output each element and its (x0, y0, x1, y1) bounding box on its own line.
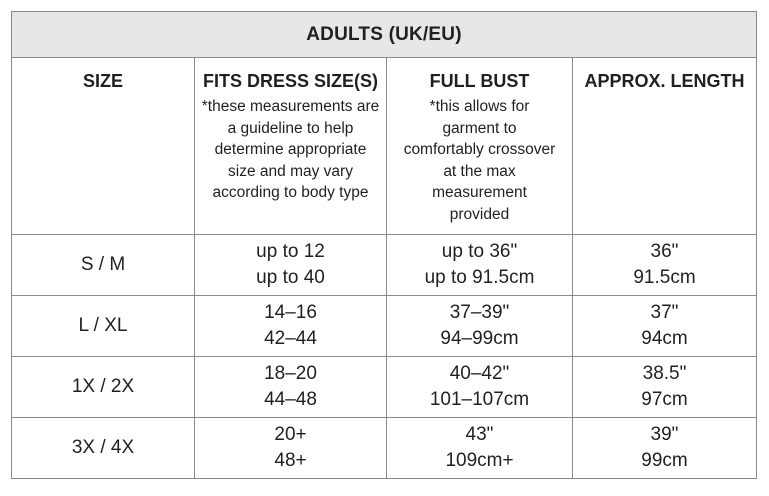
dress-size-eu: 42–44 (264, 328, 317, 349)
header-dress-size-title: FITS DRESS SIZE(S) (202, 71, 379, 91)
header-full-bust-note: *this allows for garment to comfortably crossover at the max measurement provided (403, 98, 556, 223)
length-cm: 97cm (641, 389, 688, 410)
full-bust-cell (387, 296, 573, 357)
length-cell (573, 296, 757, 357)
table-row (12, 235, 757, 296)
full-bust-cm: 109cm+ (445, 450, 514, 471)
full-bust-cell (387, 357, 573, 418)
header-length-title: APPROX. LENGTH (584, 71, 745, 91)
dress-size-cell (195, 235, 387, 296)
size-cell: L / XL (12, 296, 195, 357)
size-cell: 3X / 4X (12, 418, 195, 479)
table-title: ADULTS (UK/EU) (12, 12, 757, 58)
length-cell (573, 357, 757, 418)
table-row (12, 418, 757, 479)
full-bust-inches: 40–42" (449, 363, 510, 384)
header-length (573, 58, 757, 235)
dress-size-eu: 48+ (274, 450, 307, 471)
full-bust-cell (387, 418, 573, 479)
dress-size-uk: 20+ (274, 424, 307, 445)
full-bust-cm: 101–107cm (429, 389, 530, 410)
length-cell (573, 235, 757, 296)
header-full-bust (387, 58, 573, 235)
size-chart-table (11, 11, 757, 479)
dress-size-uk: 14–16 (264, 302, 317, 323)
length-inches: 36" (650, 241, 679, 262)
size-cell: S / M (12, 235, 195, 296)
dress-size-uk: 18–20 (264, 363, 317, 384)
header-full-bust-title: FULL BUST (429, 71, 530, 91)
table-row (12, 357, 757, 418)
full-bust-cm: up to 91.5cm (424, 267, 535, 288)
dress-size-cell (195, 296, 387, 357)
table-row (12, 296, 757, 357)
full-bust-inches: up to 36" (441, 241, 518, 262)
dress-size-cell (195, 418, 387, 479)
length-cm: 94cm (641, 328, 688, 349)
length-cm: 91.5cm (633, 267, 696, 288)
size-cell: 1X / 2X (12, 357, 195, 418)
header-size (12, 58, 195, 235)
header-dress-size (195, 58, 387, 235)
full-bust-inches: 37–39" (449, 302, 510, 323)
dress-size-eu: 44–48 (264, 389, 317, 410)
length-inches: 39" (650, 424, 679, 445)
header-size-title: SIZE (82, 71, 123, 91)
dress-size-eu: up to 40 (256, 267, 325, 288)
full-bust-inches: 43" (465, 424, 494, 445)
dress-size-cell (195, 357, 387, 418)
length-inches: 38.5" (642, 363, 687, 384)
length-cm: 99cm (641, 450, 688, 471)
header-row (12, 58, 757, 235)
full-bust-cm: 94–99cm (440, 328, 519, 349)
header-dress-size-note: *these measurements are a guideline to help determine appropriate size and may vary according to body type (201, 98, 380, 201)
length-cell (573, 418, 757, 479)
dress-size-uk: up to 12 (256, 241, 325, 262)
length-inches: 37" (650, 302, 679, 323)
full-bust-cell (387, 235, 573, 296)
